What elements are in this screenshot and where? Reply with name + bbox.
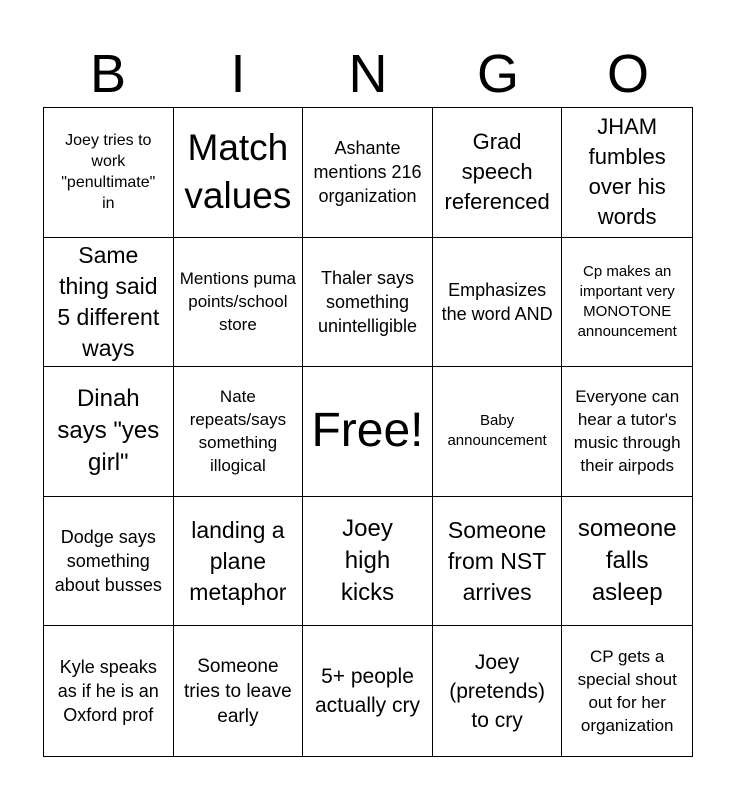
bingo-cell-18[interactable] [303,497,433,627]
cell-label: Dodge says something about busses [54,527,162,596]
bingo-cell-24[interactable] [433,626,563,756]
bingo-cell-4[interactable] [433,108,563,238]
bingo-cell-20[interactable] [562,497,692,627]
bingo-cell-15[interactable] [562,367,692,497]
bingo-cell-17[interactable] [174,497,304,627]
cell-label: Dinah says "yes girl" [57,385,160,477]
cell-label: Emphasizes the word AND [441,279,553,324]
cell-label: someone falls asleep [577,515,677,607]
bingo-cell-16[interactable] [44,497,174,627]
bingo-cell-23[interactable] [303,626,433,756]
cell-label: Same thing said 5 different ways [57,241,160,361]
cell-label: Nate repeats/says something illogical [189,387,287,476]
bingo-cell-12[interactable] [174,367,304,497]
cell-label: Mentions puma points/school store [179,269,296,335]
header-letter-b: B [89,44,127,104]
header-letter-i: I [230,44,246,104]
cell-label: Cp makes an important very MONOTONE announcement [577,262,677,340]
bingo-header [43,40,693,108]
bingo-cell-free[interactable] [303,367,433,497]
cell-label: JHAM fumbles over his words [588,114,666,230]
bingo-cell-8[interactable] [303,238,433,368]
bingo-cell-2[interactable] [174,108,304,238]
bingo-cell-11[interactable] [44,367,174,497]
cell-label: Joey (pretends) to cry [449,650,545,732]
cell-label: Someone tries to leave early [184,655,292,727]
bingo-cell-19[interactable] [433,497,563,627]
bingo-cell-14[interactable] [433,367,563,497]
cell-label: Ashante mentions 216 organization [313,138,422,207]
cell-label: Kyle speaks as if he is an Oxford prof [57,657,159,726]
bingo-cell-7[interactable] [174,238,304,368]
cell-label: Grad speech referenced [444,129,550,215]
header-letter-g: G [476,44,519,104]
bingo-cell-10[interactable] [562,238,692,368]
cell-label: 5+ people actually cry [314,665,420,718]
cell-label: Joey tries to work "penultimate" in [61,132,156,213]
bingo-cell-6[interactable] [44,238,174,368]
bingo-cell-1[interactable] [44,108,174,238]
cell-label: CP gets a special shout out for her organization [577,647,677,736]
header-letter-o: O [606,44,649,104]
bingo-cell-22[interactable] [174,626,304,756]
bingo-cell-9[interactable] [433,238,563,368]
cell-label: landing a plane metaphor [189,516,287,605]
cell-label: Joey high kicks [340,515,395,607]
cell-label: Free! [311,404,424,458]
bingo-cell-21[interactable] [44,626,174,756]
header-letter-n: N [348,44,388,104]
bingo-cell-3[interactable] [303,108,433,238]
cell-label: Thaler says something unintelligible [317,267,418,336]
cell-label: Everyone can hear a tutor's music through their airpods [573,387,681,476]
bingo-cell-5[interactable] [562,108,692,238]
bingo-grid [43,107,693,757]
cell-label: Baby announcement [447,412,547,450]
bingo-cell-25[interactable] [562,626,692,756]
cell-label: Match values [184,127,292,217]
cell-label: Someone from NST arrives [447,516,547,605]
